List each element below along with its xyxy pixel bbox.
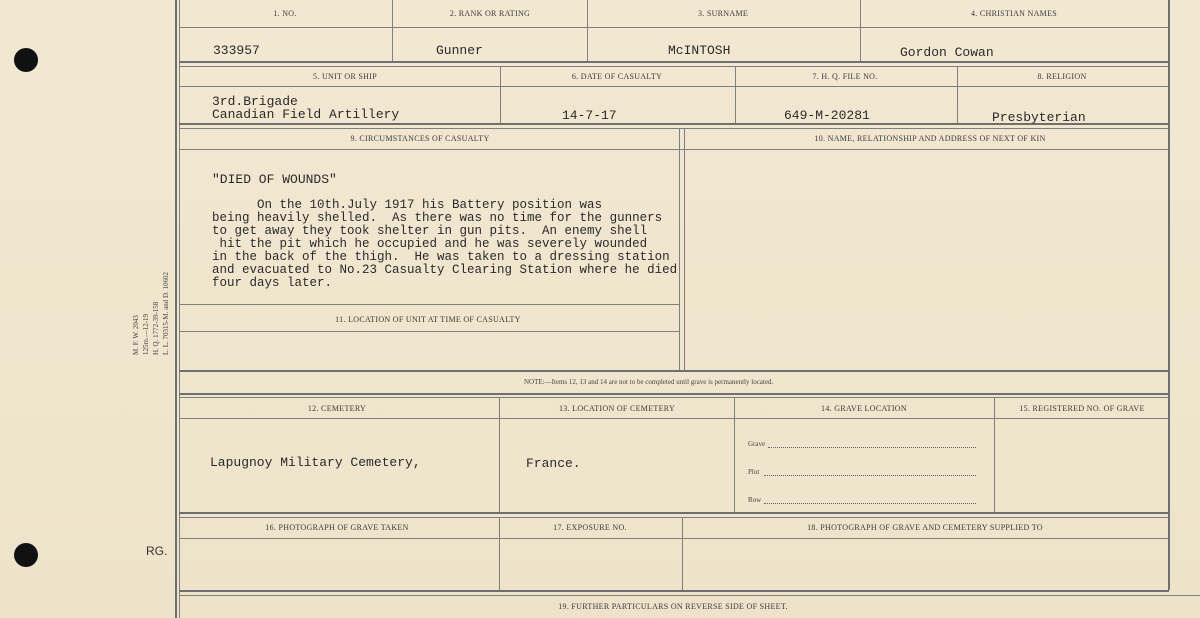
rule	[735, 66, 736, 123]
circumstances-line: being heavily shelled. As there was no time for the gunners	[212, 211, 663, 225]
value-location-of-cemetery: France.	[526, 456, 581, 471]
row-field-line	[764, 503, 976, 504]
grave-field-line	[768, 447, 976, 448]
value-unit-line2: Canadian Field Artillery	[212, 107, 400, 122]
rule	[957, 66, 958, 123]
rule	[994, 397, 995, 512]
value-rank: Gunner	[436, 43, 483, 58]
label-location-of-cemetery: 13. LOCATION OF CEMETERY	[558, 404, 676, 413]
label-date: 6. DATE OF CASUALTY	[571, 72, 663, 81]
label-christian-names: 4. CHRISTIAN NAMES	[970, 9, 1058, 18]
rule	[179, 61, 1169, 63]
value-hq-file: 649-M-20281	[784, 108, 870, 123]
label-surname: 3. SURNAME	[697, 9, 749, 18]
circumstances-line: hit the pit which he occupied and he was severely wounded	[212, 237, 648, 251]
rule	[860, 0, 861, 61]
label-next-of-kin: 10. NAME, RELATIONSHIP AND ADDRESS OF NEXT OF KIN	[814, 134, 1046, 143]
label-grave-location: 14. GRAVE LOCATION	[821, 404, 907, 413]
value-date: 14-7-17	[562, 108, 617, 123]
label-no: 1. NO.	[273, 9, 297, 18]
rule	[179, 590, 1169, 592]
plot-field-line	[764, 475, 976, 476]
label-circumstances: 9. CIRCUMSTANCES OF CASUALTY	[350, 134, 490, 143]
circumstances-line: to get away they took shelter in gun pits. An enemy shell	[212, 224, 648, 238]
form-number-line2: 125m.—12-19	[142, 313, 150, 355]
rg-mark: RG.	[146, 544, 168, 558]
rule	[734, 397, 735, 512]
label-unit: 5. UNIT OR SHIP	[313, 72, 377, 81]
rule	[684, 128, 685, 370]
note-text: NOTE:—Items 12, 13 and 14 are not to be completed until grave is permanently located.	[524, 378, 774, 386]
label-location-of-unit: 11. LOCATION OF UNIT AT TIME OF CASUALTY	[335, 315, 521, 324]
rule	[179, 538, 1169, 539]
rule	[179, 595, 1200, 596]
form-left-border-inner	[179, 0, 180, 618]
circumstances-line: and evacuated to No.23 Casualty Clearing Station where he died	[212, 263, 678, 277]
form-number-line3: H. Q. 1772-39-158	[152, 301, 160, 355]
form-left-border	[175, 0, 177, 618]
circumstances-title: "DIED OF WOUNDS"	[212, 172, 337, 187]
rule	[499, 517, 500, 590]
rule	[179, 27, 1169, 28]
rule	[179, 370, 1169, 372]
rule	[179, 86, 1169, 87]
rule	[179, 517, 1169, 518]
circumstances-line: in the back of the thigh. He was taken to a dressing station	[212, 250, 670, 264]
value-cemetery: Lapugnoy Military Cemetery,	[210, 455, 421, 470]
punch-hole-top	[14, 48, 38, 72]
label-cemetery: 12. CEMETERY	[307, 404, 367, 413]
label-registered-no: 15. REGISTERED NO. OF GRAVE	[1019, 404, 1145, 413]
rule	[679, 128, 680, 370]
rule	[179, 418, 1169, 419]
value-christian-names: Gordon Cowan	[900, 45, 994, 60]
circumstances-line: four days later.	[212, 276, 333, 290]
rule	[682, 517, 683, 590]
rule	[587, 0, 588, 61]
rule	[179, 304, 679, 305]
rule	[179, 331, 679, 332]
grave-field-label: Grave	[748, 440, 766, 448]
rule	[179, 393, 1169, 395]
rule	[179, 512, 1169, 514]
label-rank: 2. RANK OR RATING	[449, 9, 531, 18]
rule	[179, 397, 1169, 398]
plot-field-label: Plot	[748, 468, 760, 476]
form-right-border	[1168, 0, 1170, 590]
label-further-particulars: 19. FURTHER PARTICULARS ON REVERSE SIDE OF SHEET.	[558, 602, 788, 611]
label-exposure-no: 17. EXPOSURE NO.	[553, 523, 627, 532]
circumstances-line: On the 10th.July 1917 his Battery position was	[212, 198, 603, 212]
rule	[499, 397, 500, 512]
label-religion: 8. RELIGION	[1037, 72, 1087, 81]
rule	[500, 66, 501, 123]
punch-hole-bottom	[14, 543, 38, 567]
form-number-line4: L. L. 70315-M. and D. 10602	[162, 271, 170, 355]
value-no: 333957	[213, 43, 260, 58]
label-photo-supplied: 18. PHOTOGRAPH OF GRAVE AND CEMETERY SUPPLIED TO	[807, 523, 1043, 532]
rule	[392, 0, 393, 61]
value-religion: Presbyterian	[992, 110, 1086, 125]
row-field-label: Row	[748, 496, 762, 504]
form-number-line1: M. F. W. 2043	[132, 315, 140, 355]
rule	[179, 66, 1169, 67]
value-unit-line1: 3rd.Brigade	[212, 94, 298, 109]
rule	[179, 128, 1169, 129]
value-surname: McINTOSH	[668, 43, 731, 58]
label-photo-taken: 16. PHOTOGRAPH OF GRAVE TAKEN	[265, 523, 409, 532]
rule	[179, 149, 1169, 150]
label-hq-file: 7. H. Q. FILE NO.	[812, 72, 878, 81]
